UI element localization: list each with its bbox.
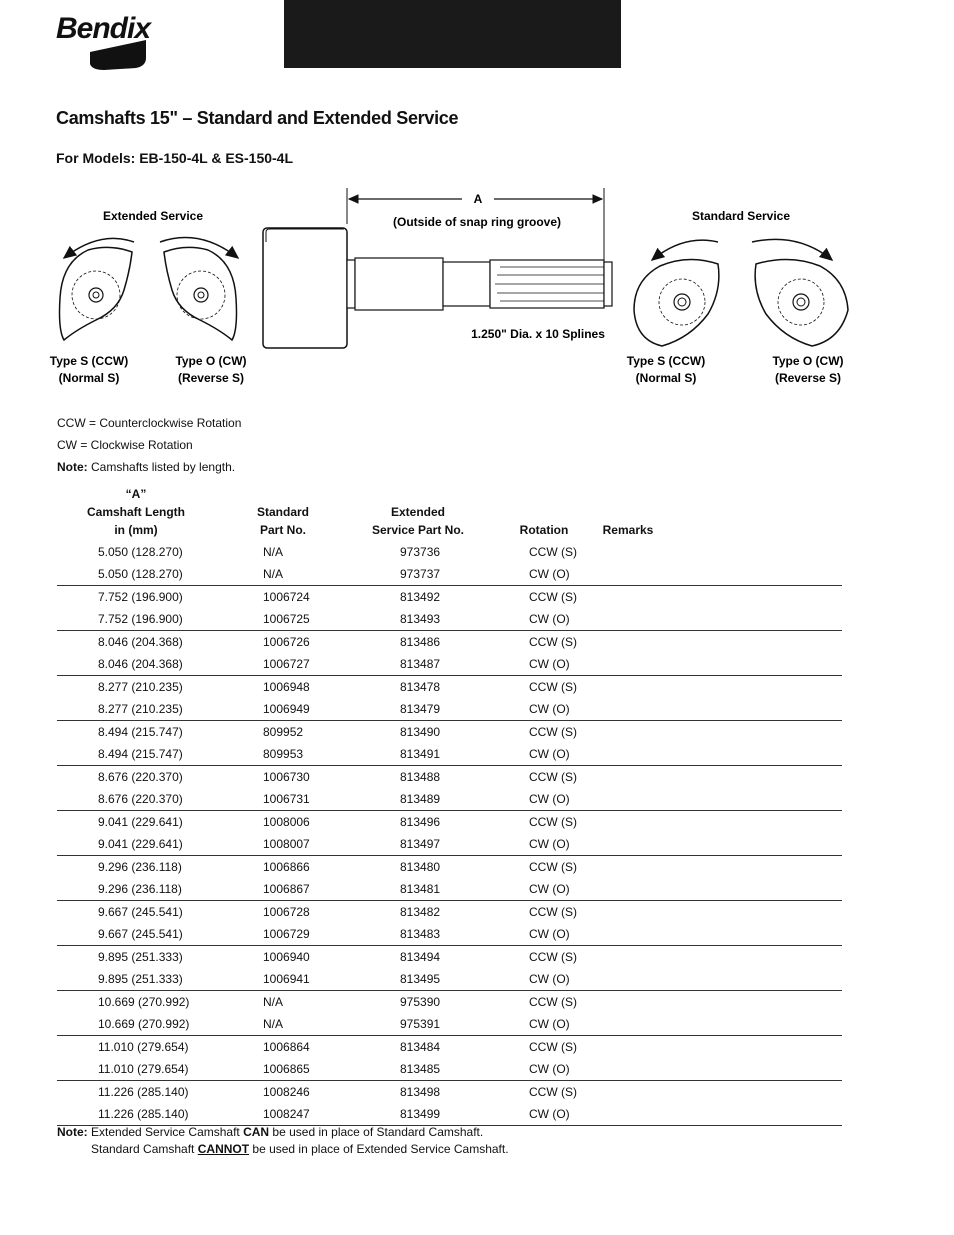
cell-rotation: CCW (S) bbox=[529, 770, 577, 784]
header-std-2: Part No. bbox=[259, 523, 306, 537]
logo-text: Bendix bbox=[56, 12, 151, 45]
cell-extended-part: 975390 bbox=[400, 995, 441, 1009]
table-row bbox=[57, 901, 842, 923]
table-row bbox=[57, 946, 842, 968]
table-row-group bbox=[57, 1036, 842, 1081]
cell-length: 11.226 (285.140) bbox=[98, 1085, 189, 1099]
cell-extended-part: 813481 bbox=[400, 882, 441, 896]
cell-rotation: CW (O) bbox=[529, 972, 570, 986]
cell-rotation: CCW (S) bbox=[529, 635, 577, 649]
cell-length: 5.050 (128.270) bbox=[98, 567, 183, 581]
cell-length: 8.277 (210.235) bbox=[98, 680, 183, 694]
table-row bbox=[57, 743, 842, 765]
table-row bbox=[57, 1058, 842, 1080]
cell-standard-part: 1006729 bbox=[263, 927, 310, 941]
extended-service-heading: Extended Service bbox=[102, 209, 204, 223]
table-row bbox=[57, 766, 842, 788]
footer-note-line1 bbox=[57, 1124, 509, 1141]
cell-standard-part: 809952 bbox=[263, 725, 304, 739]
cell-extended-part: 813485 bbox=[400, 1062, 441, 1076]
cell-rotation: CW (O) bbox=[529, 612, 570, 626]
table-row bbox=[57, 968, 842, 990]
cell-rotation: CCW (S) bbox=[529, 590, 577, 604]
cell-length: 11.226 (285.140) bbox=[98, 1107, 189, 1121]
cell-length: 7.752 (196.900) bbox=[98, 612, 183, 626]
footer-note bbox=[57, 1124, 509, 1158]
cell-length: 8.277 (210.235) bbox=[98, 702, 183, 716]
header-bar bbox=[284, 0, 621, 68]
std-type-o-sub: (Reverse S) bbox=[774, 371, 842, 385]
table-row bbox=[57, 721, 842, 743]
cell-extended-part: 813499 bbox=[400, 1107, 441, 1121]
cell-rotation: CCW (S) bbox=[529, 1040, 577, 1054]
table-row-group bbox=[57, 586, 842, 631]
cell-rotation: CW (O) bbox=[529, 1062, 570, 1076]
cell-length: 9.895 (251.333) bbox=[98, 972, 183, 986]
table-row-group bbox=[57, 676, 842, 721]
cell-rotation: CCW (S) bbox=[529, 995, 577, 1009]
cell-extended-part: 813491 bbox=[400, 747, 441, 761]
cell-length: 9.667 (245.541) bbox=[98, 905, 183, 919]
cell-extended-part: 813479 bbox=[400, 702, 441, 716]
legend-note-label: Note: bbox=[57, 460, 88, 474]
extended-type-s-cam bbox=[60, 247, 133, 340]
cell-rotation: CW (O) bbox=[529, 702, 570, 716]
table-row bbox=[57, 653, 842, 675]
cell-length: 11.010 (279.654) bbox=[98, 1040, 189, 1054]
cell-rotation: CW (O) bbox=[529, 927, 570, 941]
table-row bbox=[57, 1036, 842, 1058]
header-extended bbox=[370, 503, 466, 539]
cell-rotation: CCW (S) bbox=[529, 1085, 577, 1099]
table-row-group bbox=[57, 811, 842, 856]
cell-length: 9.895 (251.333) bbox=[98, 950, 183, 964]
cell-standard-part: 1006725 bbox=[263, 612, 310, 626]
cell-rotation: CW (O) bbox=[529, 882, 570, 896]
camshaft-diagram bbox=[0, 180, 954, 400]
cell-standard-part: 1006949 bbox=[263, 702, 310, 716]
cell-rotation: CW (O) bbox=[529, 837, 570, 851]
cell-standard-part: 1006727 bbox=[263, 657, 310, 671]
table-row-group bbox=[57, 1081, 842, 1126]
header-standard bbox=[248, 503, 318, 539]
cell-rotation: CW (O) bbox=[529, 567, 570, 581]
cell-rotation: CCW (S) bbox=[529, 860, 577, 874]
cell-rotation: CW (O) bbox=[529, 792, 570, 806]
cell-extended-part: 813480 bbox=[400, 860, 441, 874]
table-row-group bbox=[57, 541, 842, 586]
cell-standard-part: 1006728 bbox=[263, 905, 310, 919]
cell-extended-part: 813482 bbox=[400, 905, 441, 919]
header-remarks: Remarks bbox=[602, 523, 654, 537]
cell-extended-part: 813498 bbox=[400, 1085, 441, 1099]
cell-standard-part: 1008006 bbox=[263, 815, 310, 829]
cell-rotation: CW (O) bbox=[529, 1017, 570, 1031]
cell-standard-part: N/A bbox=[263, 1017, 284, 1031]
cell-length: 9.667 (245.541) bbox=[98, 927, 183, 941]
cell-length: 8.046 (204.368) bbox=[98, 657, 183, 671]
cell-rotation: CCW (S) bbox=[529, 815, 577, 829]
cell-rotation: CCW (S) bbox=[529, 905, 577, 919]
table-row bbox=[57, 833, 842, 855]
footer-note-line2 bbox=[57, 1141, 509, 1158]
cell-rotation: CW (O) bbox=[529, 747, 570, 761]
std-type-s-label: Type S (CCW) bbox=[626, 354, 706, 368]
cell-standard-part: N/A bbox=[263, 567, 284, 581]
cell-extended-part: 813496 bbox=[400, 815, 441, 829]
footer-note-1a: Extended Service Camshaft bbox=[91, 1125, 244, 1139]
cell-standard-part: N/A bbox=[263, 545, 284, 559]
table-row-group bbox=[57, 901, 842, 946]
cell-extended-part: 973736 bbox=[400, 545, 441, 559]
ext-type-s-sub: (Normal S) bbox=[58, 371, 120, 385]
cell-length: 7.752 (196.900) bbox=[98, 590, 183, 604]
cell-standard-part: 1006865 bbox=[263, 1062, 310, 1076]
table-row-group bbox=[57, 766, 842, 811]
table-row-group bbox=[57, 991, 842, 1036]
cell-standard-part: 809953 bbox=[263, 747, 304, 761]
cell-standard-part: 1006726 bbox=[263, 635, 310, 649]
cell-extended-part: 813490 bbox=[400, 725, 441, 739]
table-row bbox=[57, 608, 842, 630]
rotation-legend bbox=[57, 412, 241, 478]
table-row bbox=[57, 1103, 842, 1125]
camshaft-table bbox=[57, 541, 842, 1126]
footer-note-1b: CAN bbox=[243, 1125, 270, 1139]
table-row-group bbox=[57, 631, 842, 676]
header-ext-1: Extended bbox=[390, 505, 445, 519]
legend-note-text: Camshafts listed by length. bbox=[91, 460, 236, 474]
cell-extended-part: 813484 bbox=[400, 1040, 441, 1054]
table-row bbox=[57, 856, 842, 878]
legend-cw: CW = Clockwise Rotation bbox=[57, 438, 193, 452]
cell-length: 5.050 (128.270) bbox=[98, 545, 183, 559]
footer-note-2c: be used in place of Extended Service Camshaft. bbox=[249, 1142, 509, 1156]
cell-length: 11.010 (279.654) bbox=[98, 1062, 189, 1076]
table-row bbox=[57, 698, 842, 720]
std-type-s-sub: (Normal S) bbox=[635, 371, 697, 385]
cell-standard-part: 1006724 bbox=[263, 590, 310, 604]
cell-standard-part: 1008007 bbox=[263, 837, 310, 851]
bendix-logo bbox=[56, 8, 152, 72]
cell-length: 9.041 (229.641) bbox=[98, 837, 183, 851]
table-row bbox=[57, 1081, 842, 1103]
table-row-group bbox=[57, 856, 842, 901]
table-row bbox=[57, 923, 842, 945]
cell-length: 9.296 (236.118) bbox=[98, 860, 182, 874]
cell-extended-part: 813478 bbox=[400, 680, 441, 694]
cell-extended-part: 813488 bbox=[400, 770, 441, 784]
cell-length: 9.041 (229.641) bbox=[98, 815, 183, 829]
cell-standard-part: 1006866 bbox=[263, 860, 310, 874]
ext-type-o-sub: (Reverse S) bbox=[177, 371, 245, 385]
footer-note-2a: Standard Camshaft bbox=[91, 1142, 198, 1156]
cell-extended-part: 813487 bbox=[400, 657, 441, 671]
table-row bbox=[57, 788, 842, 810]
table-row-group bbox=[57, 721, 842, 766]
table-row bbox=[57, 676, 842, 698]
cell-length: 8.494 (215.747) bbox=[98, 725, 183, 739]
header-rotation: Rotation bbox=[519, 523, 569, 537]
cell-standard-part: 1006948 bbox=[263, 680, 310, 694]
cell-standard-part: 1006864 bbox=[263, 1040, 310, 1054]
page-title: Camshafts 15" – Standard and Extended Service bbox=[56, 108, 459, 128]
cell-extended-part: 973737 bbox=[400, 567, 441, 581]
cell-rotation: CW (O) bbox=[529, 657, 570, 671]
header-ext-2: Service Part No. bbox=[371, 523, 465, 537]
cell-standard-part: 1008247 bbox=[263, 1107, 310, 1121]
cell-length: 8.676 (220.370) bbox=[98, 770, 183, 784]
table-row bbox=[57, 631, 842, 653]
table-row bbox=[57, 586, 842, 608]
header-std-1: Standard bbox=[256, 505, 309, 519]
cell-standard-part: 1006731 bbox=[263, 792, 310, 806]
standard-type-o-cam bbox=[755, 259, 848, 346]
extended-type-o-cam bbox=[164, 247, 237, 340]
cell-extended-part: 813486 bbox=[400, 635, 441, 649]
footer-note-label: Note: bbox=[57, 1125, 88, 1139]
cell-length: 8.046 (204.368) bbox=[98, 635, 183, 649]
cell-standard-part: 1006867 bbox=[263, 882, 310, 896]
ext-type-o-label: Type O (CW) bbox=[175, 354, 247, 368]
cell-rotation: CCW (S) bbox=[529, 545, 577, 559]
legend-note bbox=[57, 456, 241, 478]
table-row bbox=[57, 563, 842, 585]
table-row-group bbox=[57, 946, 842, 991]
cell-extended-part: 813483 bbox=[400, 927, 441, 941]
standard-type-s-cam bbox=[634, 259, 719, 346]
cell-length: 8.676 (220.370) bbox=[98, 792, 183, 806]
cell-standard-part: 1008246 bbox=[263, 1085, 310, 1099]
cell-extended-part: 813493 bbox=[400, 612, 441, 626]
dimension-letter: A bbox=[473, 192, 483, 206]
cell-extended-part: 813492 bbox=[400, 590, 441, 604]
cell-extended-part: 813494 bbox=[400, 950, 441, 964]
table-row bbox=[57, 541, 842, 563]
cell-rotation: CCW (S) bbox=[529, 725, 577, 739]
header-length-2: Camshaft Length bbox=[86, 505, 185, 519]
cell-length: 9.296 (236.118) bbox=[98, 882, 182, 896]
cell-rotation: CCW (S) bbox=[529, 680, 577, 694]
cell-rotation: CCW (S) bbox=[529, 950, 577, 964]
cell-standard-part: 1006940 bbox=[263, 950, 310, 964]
header-length-3: in (mm) bbox=[114, 523, 158, 537]
table-row bbox=[57, 878, 842, 900]
cell-standard-part: N/A bbox=[263, 995, 284, 1009]
footer-note-1c: be used in place of Standard Camshaft. bbox=[269, 1125, 484, 1139]
ext-type-s-label: Type S (CCW) bbox=[49, 354, 129, 368]
cell-standard-part: 1006730 bbox=[263, 770, 310, 784]
cell-extended-part: 813489 bbox=[400, 792, 441, 806]
cell-length: 8.494 (215.747) bbox=[98, 747, 183, 761]
cell-extended-part: 813497 bbox=[400, 837, 441, 851]
cell-extended-part: 975391 bbox=[400, 1017, 441, 1031]
table-row bbox=[57, 991, 842, 1013]
table-row bbox=[57, 811, 842, 833]
legend-ccw: CCW = Counterclockwise Rotation bbox=[57, 416, 242, 430]
spline-label: 1.250" Dia. x 10 Splines bbox=[471, 327, 605, 341]
header-length-1: “A” bbox=[125, 487, 147, 501]
standard-service-heading: Standard Service bbox=[691, 209, 791, 223]
dimension-note: (Outside of snap ring groove) bbox=[392, 215, 562, 229]
std-type-o-label: Type O (CW) bbox=[772, 354, 844, 368]
header-length bbox=[78, 485, 194, 539]
page-subtitle: For Models: EB-150-4L & ES-150-4L bbox=[56, 150, 294, 166]
cell-length: 10.669 (270.992) bbox=[98, 995, 190, 1009]
cell-extended-part: 813495 bbox=[400, 972, 441, 986]
cell-standard-part: 1006941 bbox=[263, 972, 310, 986]
cell-length: 10.669 (270.992) bbox=[98, 1017, 190, 1031]
footer-note-2b: CANNOT bbox=[197, 1142, 250, 1156]
table-row bbox=[57, 1013, 842, 1035]
cell-rotation: CW (O) bbox=[529, 1107, 570, 1121]
